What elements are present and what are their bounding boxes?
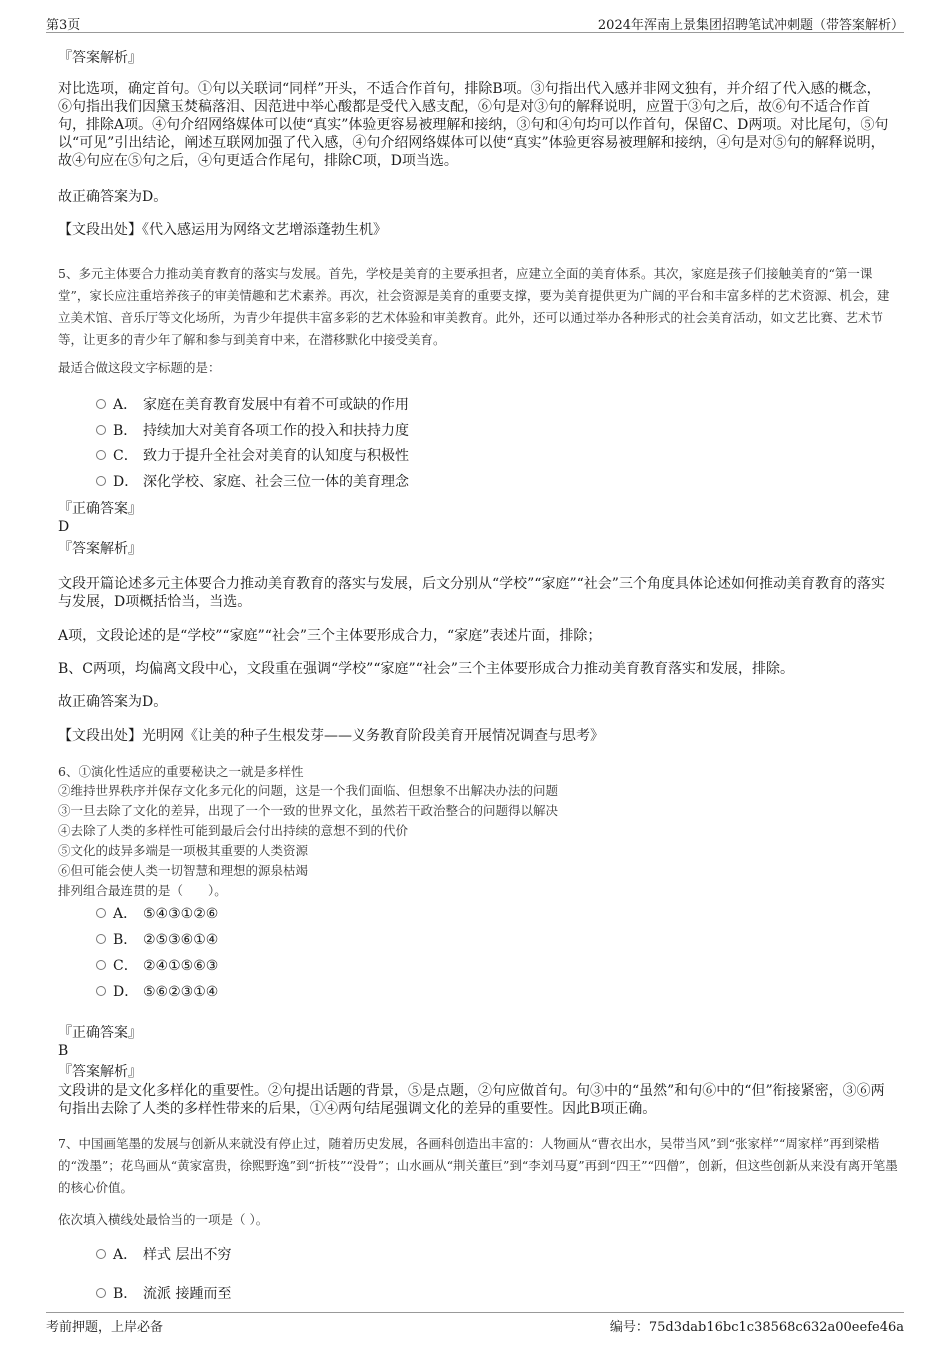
question-5-prompt: 最适合做这段文字标题的是： <box>58 360 221 375</box>
page-header <box>46 12 904 33</box>
radio-icon[interactable] <box>96 476 106 486</box>
q5-option-d[interactable]: D． 深化学校、家庭、社会三位一体的美育理念 <box>96 472 409 492</box>
q7-option-b[interactable]: B． 流派 接踵而至 <box>96 1284 231 1304</box>
source-text: 【文段出处】光明网《让美的种子生根发芽——义务教育阶段美育开展情况调查与思考》 <box>58 728 604 744</box>
analysis-text: A项，文段论述的是“学校”“家庭”“社会”三个主体要形成合力，“家庭”表述片面，排除； <box>58 628 602 644</box>
radio-icon[interactable] <box>96 450 106 460</box>
q6-option-d[interactable]: D． ⑤⑥②③①④ <box>96 982 218 1002</box>
question-6-line: ②维持世界秩序并保存文化多元化的问题，这是一个我们面临、但想象不出解决办法的问题 <box>58 783 559 798</box>
correct-answer: B <box>58 1043 69 1059</box>
radio-icon[interactable] <box>96 1249 106 1259</box>
question-6-line: ④去除了人类的多样性可能到最后会付出持续的意想不到的代价 <box>58 823 409 838</box>
analysis-text: 文段讲的是文化多样化的重要性。②句提出话题的背景，⑤是点题，②句应做首句。句③中的“虽然”和句⑥中的“但”衔接紧密，③⑥两句指出去除了人类的多样性带来的后果，①④两句结尾强调文化的差异的重要性。因此B项正确。 <box>58 1083 885 1117</box>
page-footer <box>46 1312 904 1333</box>
document-code: 编号：75d3dab16bc1c38568c632a00eefe46a <box>609 1320 904 1335</box>
analysis-text: B、C两项，均偏离文段中心，文段重在强调“学校”“家庭”“社会”三个主体要形成合力推动美育教育落实和发展，排除。 <box>58 661 794 677</box>
correct-answer-label: 『正确答案』 <box>58 501 142 517</box>
footer-slogan: 考前押题，上岸必备 <box>46 1320 164 1335</box>
analysis-label: 『答案解析』 <box>58 1064 142 1080</box>
question-5-text: 5、多元主体要合力推动美育教育的落实与发展。首先，学校是美育的主要承担者，应建立全面的美育体系。其次，家庭是孩子们接触美育的“第一课堂”，家长应注重培养孩子的审美情趣和艺术素养。再次，社会资源是美育的重要支撑，要为美育提供更为广阔的平台和丰富多样的艺术资源、机会，建立美术馆、音乐厅等文化场所，为青少年提供丰富多彩的艺术体验和审美教育。此外，还可以通过举办各种形式的社会美育活动，如文艺比赛、艺术节等，让更多的青少年了解和参与到美育中来，在潜移默化中接受美育。 <box>58 266 890 347</box>
correct-answer: D <box>58 519 70 535</box>
radio-icon[interactable] <box>96 425 106 435</box>
radio-icon[interactable] <box>96 960 106 970</box>
question-6-prompt: 排列组合最连贯的是（ ）。 <box>58 883 227 898</box>
radio-icon[interactable] <box>96 399 106 409</box>
question-6-line: ⑥但可能会使人类一切智慧和理想的源泉枯竭 <box>58 863 309 878</box>
conclusion-text: 故正确答案为D。 <box>58 189 168 205</box>
question-7-text: 7、中国画笔墨的发展与创新从来就没有停止过，随着历史发展，各画科创造出丰富的：人物画从“曹衣出水，吴带当风”到“张家样”“周家样”再到梁楷的“泼墨”；花鸟画从“黄家富贵，徐熙野逸”到“折枝”“没骨”；山水画从“荆关董巨”到“李刘马夏”再到“四王”“四僧”，创新，但这些创新从来没有离开笔墨的核心价值。 <box>58 1136 898 1195</box>
correct-answer-label: 『正确答案』 <box>58 1025 142 1041</box>
radio-icon[interactable] <box>96 934 106 944</box>
page-number: 第3页 <box>46 18 81 33</box>
radio-icon[interactable] <box>96 908 106 918</box>
q6-option-a[interactable]: A． ⑤④③①②⑥ <box>96 904 218 924</box>
radio-icon[interactable] <box>96 1288 106 1298</box>
question-6-line: 6、①演化性适应的重要秘诀之一就是多样性 <box>58 764 304 779</box>
conclusion-text: 故正确答案为D。 <box>58 694 168 710</box>
q7-option-a[interactable]: A． 样式 层出不穷 <box>96 1245 231 1265</box>
q6-option-c[interactable]: C． ②④①⑤⑥③ <box>96 956 218 976</box>
analysis-label: 『答案解析』 <box>58 541 142 557</box>
q6-option-b[interactable]: B． ②⑤③⑥①④ <box>96 930 218 950</box>
analysis-text: 文段开篇论述多元主体要合力推动美育教育的落实与发展，后文分别从“学校”“家庭”“社会”三个角度具体论述如何推动美育教育的落实与发展，D项概括恰当，当选。 <box>58 576 885 610</box>
document-title: 2024年浑南上景集团招聘笔试冲刺题（带答案解析） <box>597 18 904 33</box>
question-6-line: ③一旦去除了文化的差异，出现了一个一致的世界文化，虽然若干政治整合的问题得以解决 <box>58 803 559 818</box>
q5-option-a[interactable]: A． 家庭在美育教育发展中有着不可或缺的作用 <box>96 395 409 415</box>
source-text: 【文段出处】《代入感运用为网络文艺增添蓬勃生机》 <box>58 222 387 238</box>
analysis-text: 对比选项，确定首句。①句以关联词“同样”开头，不适合作首句，排除B项。③句指出代入感并非网文独有，并介绍了代入感的概念，⑥句指出我们因黛玉焚稿落泪、因范进中举心酸都是受代入感支配，⑥句是对③句的解释说明，应置于③句之后，故⑥句不适合作首句，排除A项。④句介绍网络媒体可以使“真实”体验更容易被理解和接纳，③句和④句均可以作首句，保留C、D两项。对比尾句，⑤句以“可见”引出结论，阐述互联网加强了代入感，④句介绍网络媒体可以使“真实”体验更容易被理解和接纳，④句是对⑤句的解释说明，故④句应在⑤句之后，④句更适合作尾句，排除C项，D项当选。 <box>58 81 889 169</box>
question-6-line: ⑤文化的歧异多端是一项极其重要的人类资源 <box>58 843 309 858</box>
question-7-prompt: 依次填入横线处最恰当的一项是（ ）。 <box>58 1212 269 1227</box>
q5-option-b[interactable]: B． 持续加大对美育各项工作的投入和扶持力度 <box>96 421 409 441</box>
analysis-label: 『答案解析』 <box>58 50 142 66</box>
radio-icon[interactable] <box>96 986 106 996</box>
q5-option-c[interactable]: C． 致力于提升全社会对美育的认知度与积极性 <box>96 446 409 466</box>
